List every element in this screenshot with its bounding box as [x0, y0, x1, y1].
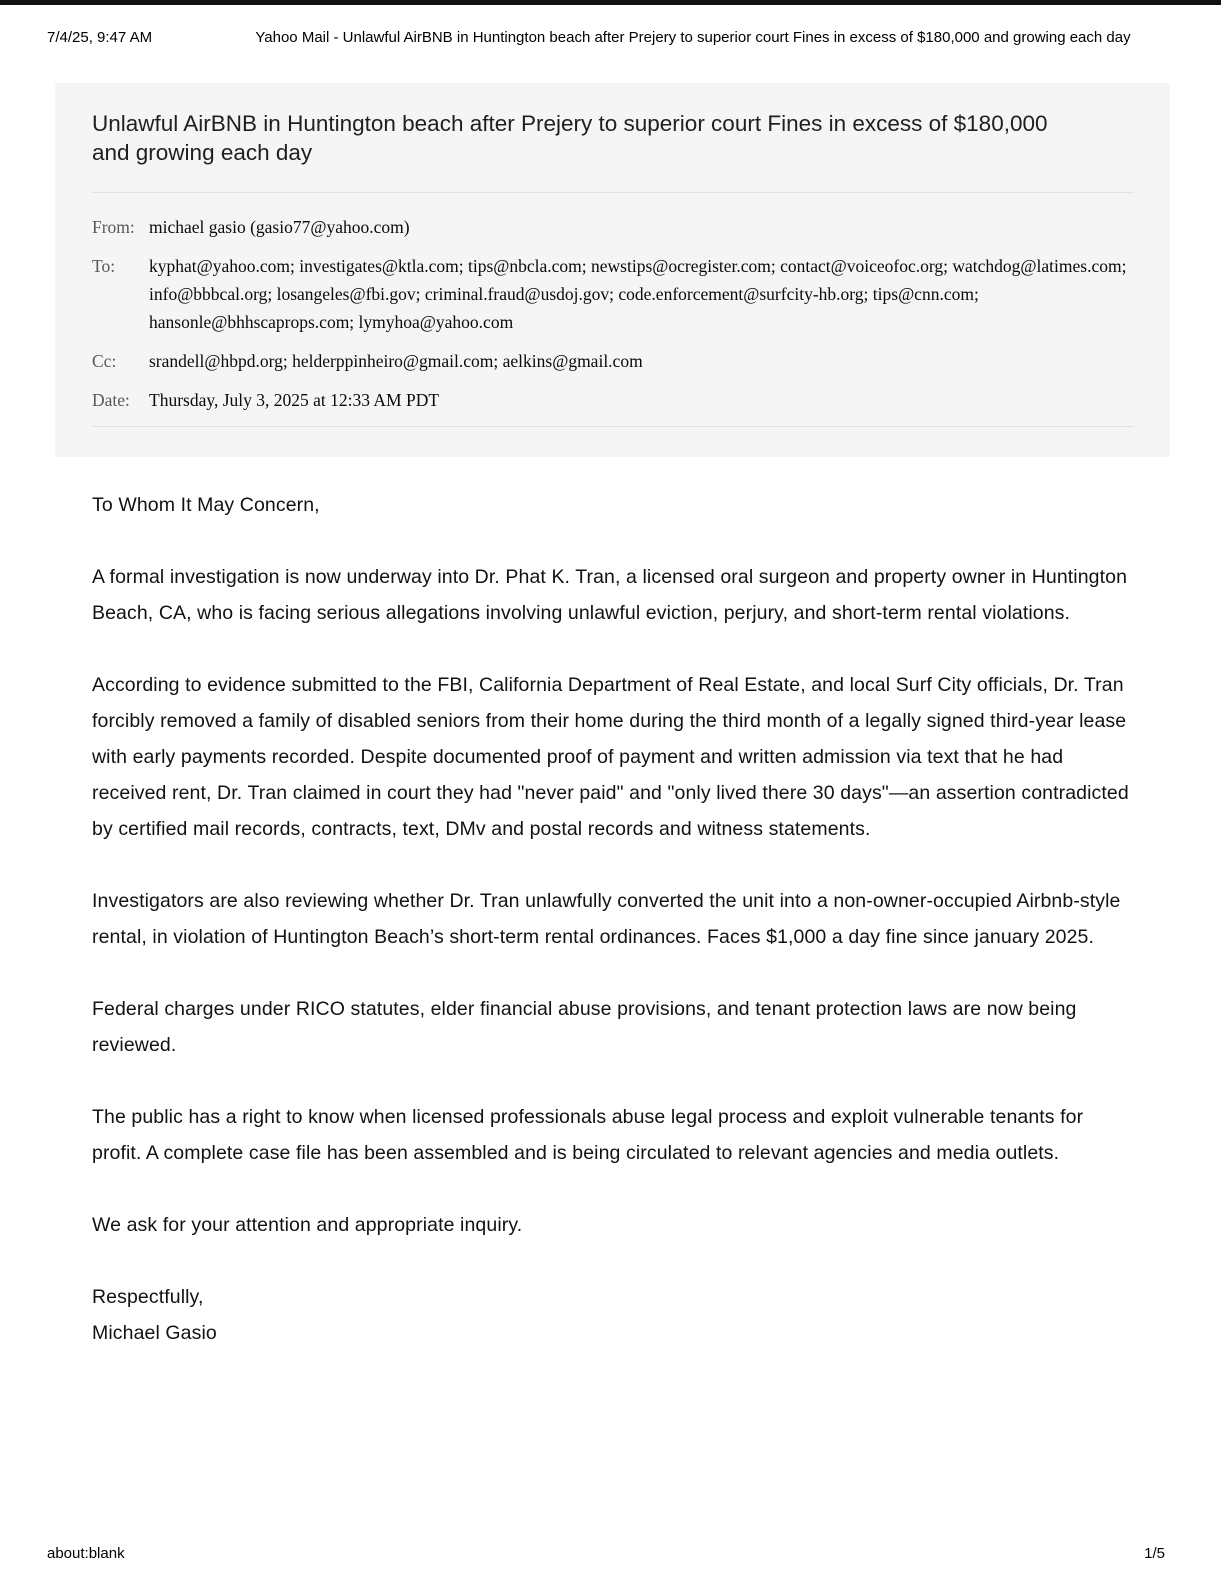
cc-label: Cc: [92, 351, 117, 371]
field-row-from [92, 213, 1134, 241]
print-footer [47, 1545, 1165, 1562]
divider [92, 426, 1134, 427]
from-value: michael gasio (gasio77@yahoo.com) [149, 217, 410, 237]
field-row-date [92, 386, 1134, 414]
body-paragraph: Investigators are also reviewing whether Dr. Tran unlawfully converted the unit into a non-owner-occupied Airbnb-style rental, in violation of Huntington Beach’s short-term rental ordinances. Faces $1,000 a day fine since january 2025. [92, 890, 1121, 948]
to-label: To: [92, 256, 116, 276]
email-header-card [55, 83, 1170, 457]
divider [92, 192, 1134, 193]
body-paragraph: The public has a right to know when licensed professionals abuse legal process and exploit vulnerable tenants for profit. A complete case file has been assembled and is being circulated to relevant agencies and media outlets. [92, 1106, 1084, 1164]
signature-name: Michael Gasio [92, 1322, 217, 1344]
field-row-to [92, 252, 1134, 336]
body-paragraph: A formal investigation is now underway into Dr. Phat K. Tran, a licensed oral surgeon and property owner in Huntington Beach, CA, who is facing serious allegations involving unlawful eviction, perjury, and short-term rental violations. [92, 566, 1128, 624]
email-body [92, 487, 1131, 1351]
body-paragraph: Federal charges under RICO statutes, elder financial abuse provisions, and tenant protection laws are now being reviewed. [92, 998, 1077, 1056]
field-row-cc [92, 347, 1134, 375]
signature-block [92, 1279, 1131, 1351]
to-value: kyphat@yahoo.com; investigates@ktla.com; tips@nbcla.com; newstips@ocregister.com; contact@voiceofoc.org; watchdog@latimes.com; info@bbbcal.org; losangeles@fbi.gov; criminal.fraud@usdoj.gov; code.enforcement@surfcity-hb.org; tips@cnn.com; hansonle@bhhscaprops.com; lymyhoa@yahoo.com [149, 256, 1127, 332]
body-paragraph: We ask for your attention and appropriate inquiry. [92, 1214, 523, 1236]
from-label: From: [92, 217, 135, 237]
salutation: To Whom It May Concern, [92, 494, 320, 516]
date-label: Date: [92, 390, 130, 410]
signature-closing: Respectfully, [92, 1286, 204, 1308]
footer-page-number: 1/5 [1144, 1545, 1165, 1562]
date-value: Thursday, July 3, 2025 at 12:33 AM PDT [149, 390, 440, 410]
print-document-title: Yahoo Mail - Unlawful AirBNB in Huntington beach after Prejery to superior court Fines in excess of $180,000 and growing each day [255, 29, 1131, 46]
footer-url: about:blank [47, 1545, 125, 1562]
cc-value: srandell@hbpd.org; helderppinheiro@gmail.com; aelkins@gmail.com [149, 351, 643, 371]
print-header [0, 5, 1221, 46]
body-paragraph: According to evidence submitted to the FBI, California Department of Real Estate, and local Surf City officials, Dr. Tran forcibly removed a family of disabled seniors from their home during the third month of a legally signed third-year lease with early payments recorded. Despite documented proof of payment and written admission via text that he had received rent, Dr. Tran claimed in court they had "never paid" and "only lived there 30 days"—an assertion contradicted by certified mail records, contracts, text, DMv and postal records and witness statements. [92, 674, 1129, 840]
email-meta-fields [92, 213, 1134, 414]
email-subject: Unlawful AirBNB in Huntington beach after Prejery to superior court Fines in excess of $180,000 and growing each day [92, 111, 1048, 165]
print-datetime: 7/4/25, 9:47 AM [47, 29, 153, 46]
